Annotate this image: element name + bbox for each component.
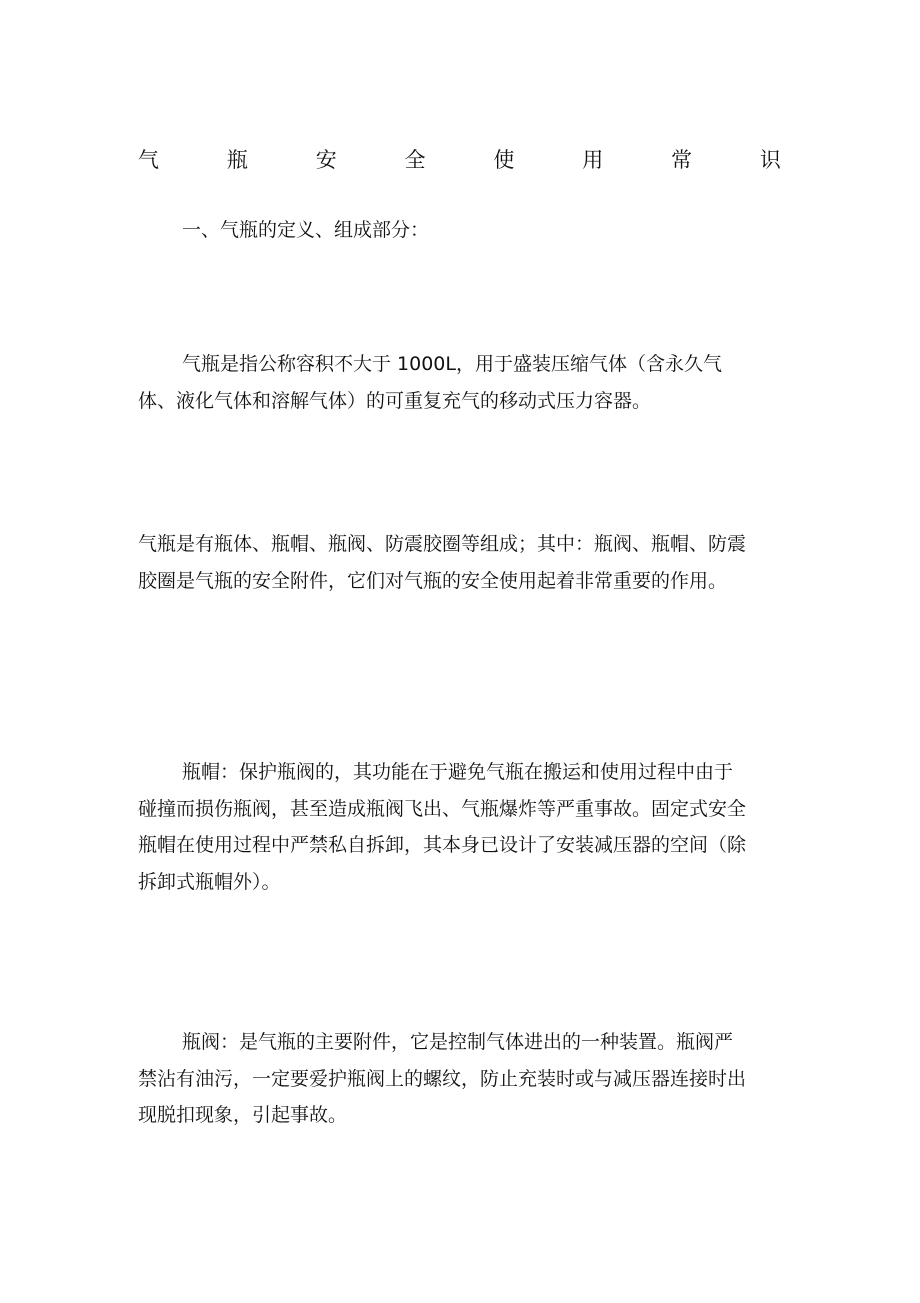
paragraph-definition: 气瓶是指公称容积不大于 1000L，用于盛装压缩气体（含永久气体、液化气体和溶解气体）的可重复充气的移动式压力容器。: [138, 353, 722, 412]
paragraph-bottle-valve: 瓶阀：是气瓶的主要附件，它是控制气体进出的一种装置。瓶阀严禁沾有油污，一定要爱护瓶阀上的螺纹，防止充装时或与减压器连接时出现脱扣现象，引起事故。: [138, 1031, 747, 1126]
title-char: 全: [404, 148, 426, 172]
title-char: 瓶: [226, 148, 248, 172]
title-char: 气: [138, 148, 159, 172]
title-char: 常: [671, 148, 693, 172]
section-heading: 一、气瓶的定义、组成部分：: [182, 219, 430, 241]
paragraph-bottle-cap: 瓶帽：保护瓶阀的，其功能在于避免气瓶在搬运和使用过程中由于碰撞而损伤瓶阀，甚至造成瓶阀飞出、气瓶爆炸等严重事故。固定式安全瓶帽在使用过程中严禁私自拆卸，其本身已设计了安装减压器的空间（除拆卸式瓶帽外）。: [138, 761, 747, 893]
paragraph-components: 气瓶是有瓶体、瓶帽、瓶阀、防震胶圈等组成；其中：瓶阀、瓶帽、防震胶圈是气瓶的安全附件，它们对气瓶的安全使用起着非常重要的作用。: [138, 533, 747, 592]
title-char: 使: [493, 148, 515, 172]
title-char: 安: [315, 148, 337, 172]
document-title: [138, 146, 781, 174]
title-char: 用: [582, 148, 604, 172]
title-char: 识: [759, 148, 781, 172]
